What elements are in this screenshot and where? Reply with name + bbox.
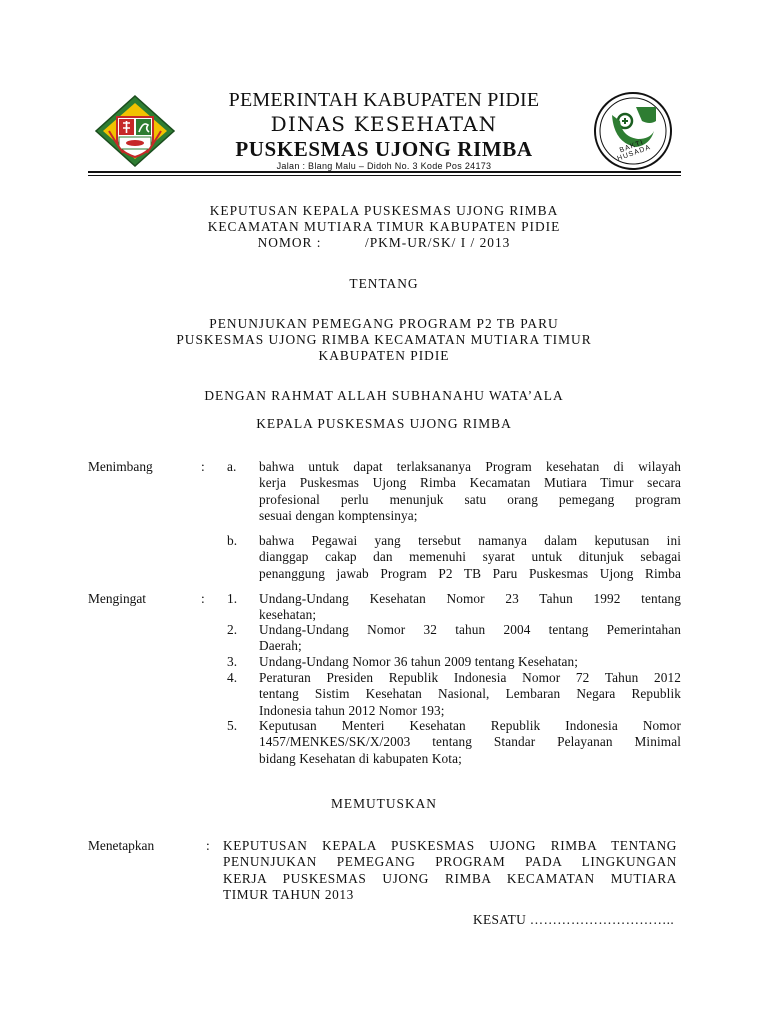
- header-government: PEMERINTAH KABUPATEN PIDIE: [228, 89, 540, 111]
- text-line: bahwa untuk dapat terlaksananya Program kesehatan di wilayah: [259, 459, 681, 474]
- text-line: bidang Kesehatan di kabupaten Kota;: [259, 750, 462, 766]
- header-address: Jalan : Blang Malu – Didoh No. 3 Kode Pos 24173: [276, 161, 492, 171]
- text-line: tentang Sistim Kesehatan Nasional, Lembaran Negara Republik: [259, 686, 681, 702]
- mengingat-item-5-number: 5.: [227, 718, 238, 733]
- menetapkan-label: Menetapkan: [88, 838, 155, 853]
- kesatu-continuation: KESATU …………………………..: [473, 912, 674, 927]
- text-line: Daerah;: [259, 638, 302, 654]
- header-rule-thick: [88, 171, 681, 173]
- header-department: DINAS KESEHATAN: [270, 112, 498, 136]
- text-line: sesuai dengan komptensinya;: [259, 508, 418, 524]
- header-rule-thin: [88, 175, 681, 176]
- text-line: penanggung jawab Program P2 TB Paru Puskesmas Ujong Rimba: [259, 565, 681, 581]
- mengingat-item-3-number: 3.: [227, 654, 238, 669]
- memutuskan-heading: MEMUTUSKAN: [331, 796, 437, 811]
- subject-line2: PUSKESMAS UJONG RIMBA KECAMATAN MUTIARA TIMUR: [176, 332, 592, 347]
- mengingat-item-2-number: 2.: [227, 622, 238, 637]
- text-line: KEPUTUSAN KEPALA PUSKESMAS UJONG RIMBA TENTANG: [223, 838, 677, 853]
- menetapkan-text: [223, 838, 677, 904]
- mengingat-item-3-text: [259, 654, 681, 670]
- mengingat-item-2-text: [259, 622, 681, 655]
- text-line: Indonesia tahun 2012 Nomor 193;: [259, 702, 445, 718]
- mengingat-colon: :: [201, 591, 205, 606]
- text-line: Peraturan Presiden Republik Indonesia Nomor 72 Tahun 2012: [259, 670, 681, 685]
- menimbang-item-a-number: a.: [227, 459, 237, 474]
- text-line: kerja Puskesmas Ujong Rimba Kecamatan Mutiara Timur secara: [259, 475, 681, 491]
- mengingat-item-1-number: 1.: [227, 591, 238, 606]
- mengingat-item-5-text: [259, 718, 681, 767]
- subject-line3: KABUPATEN PIDIE: [318, 348, 450, 363]
- mengingat-item-1-text: [259, 591, 681, 624]
- text-line: PENUNJUKAN PEMEGANG PROGRAM PADA LINGKUNGAN: [223, 854, 677, 870]
- menimbang-colon: :: [201, 459, 205, 474]
- text-line: dianggap cakap dan memenuhi syarat untuk ditunjuk sebagai: [259, 549, 681, 565]
- text-line: profesional perlu menunjuk satu orang pemegang program: [259, 491, 681, 507]
- menimbang-item-b-number: b.: [227, 533, 238, 548]
- text-line: Undang-Undang Nomor 32 tahun 2004 tentang Pemerintahan: [259, 622, 681, 637]
- header-institution: PUSKESMAS UJONG RIMBA: [235, 137, 533, 161]
- decree-title-line2: KECAMATAN MUTIARA TIMUR KABUPATEN PIDIE: [207, 219, 561, 234]
- menimbang-item-b-text: [259, 533, 681, 582]
- menetapkan-colon: :: [206, 838, 210, 853]
- decree-number: NOMOR : /PKM-UR/SK/ I / 2013: [257, 235, 511, 250]
- text-line: Keputusan Menteri Kesehatan Republik Indonesia Nomor: [259, 718, 681, 733]
- text-line: Undang-Undang Kesehatan Nomor 23 Tahun 1992 tentang: [259, 591, 681, 606]
- text-line: bahwa Pegawai yang tersebut namanya dalam keputusan ini: [259, 533, 681, 548]
- text-line: KERJA PUSKESMAS UJONG RIMBA KECAMATAN MUTIARA: [223, 870, 677, 886]
- bakti-husada-text: BAKTI HUSADA: [616, 139, 652, 163]
- kepala-line: KEPALA PUSKESMAS UJONG RIMBA: [256, 416, 512, 431]
- rahmat-line: DENGAN RAHMAT ALLAH SUBHANAHU WATA’ALA: [204, 388, 564, 403]
- text-line: kesehatan;: [259, 607, 317, 623]
- mengingat-label: Mengingat: [88, 591, 147, 606]
- text-line: TIMUR TAHUN 2013: [223, 887, 354, 903]
- text-line: Undang-Undang Nomor 36 tahun 2009 tentang Kesehatan;: [259, 654, 579, 669]
- mengingat-item-4-number: 4.: [227, 670, 238, 685]
- menimbang-item-a-text: [259, 459, 681, 525]
- subject-line1: PENUNJUKAN PEMEGANG PROGRAM P2 TB PARU: [209, 316, 559, 331]
- tentang-heading: TENTANG: [349, 276, 419, 291]
- decree-title-line1: KEPUTUSAN KEPALA PUSKESMAS UJONG RIMBA: [209, 203, 559, 218]
- text-line: 1457/MENKES/SK/X/2003 tentang Standar Pelayanan Minimal: [259, 734, 681, 750]
- menimbang-label: Menimbang: [88, 459, 153, 474]
- mengingat-item-4-text: [259, 670, 681, 719]
